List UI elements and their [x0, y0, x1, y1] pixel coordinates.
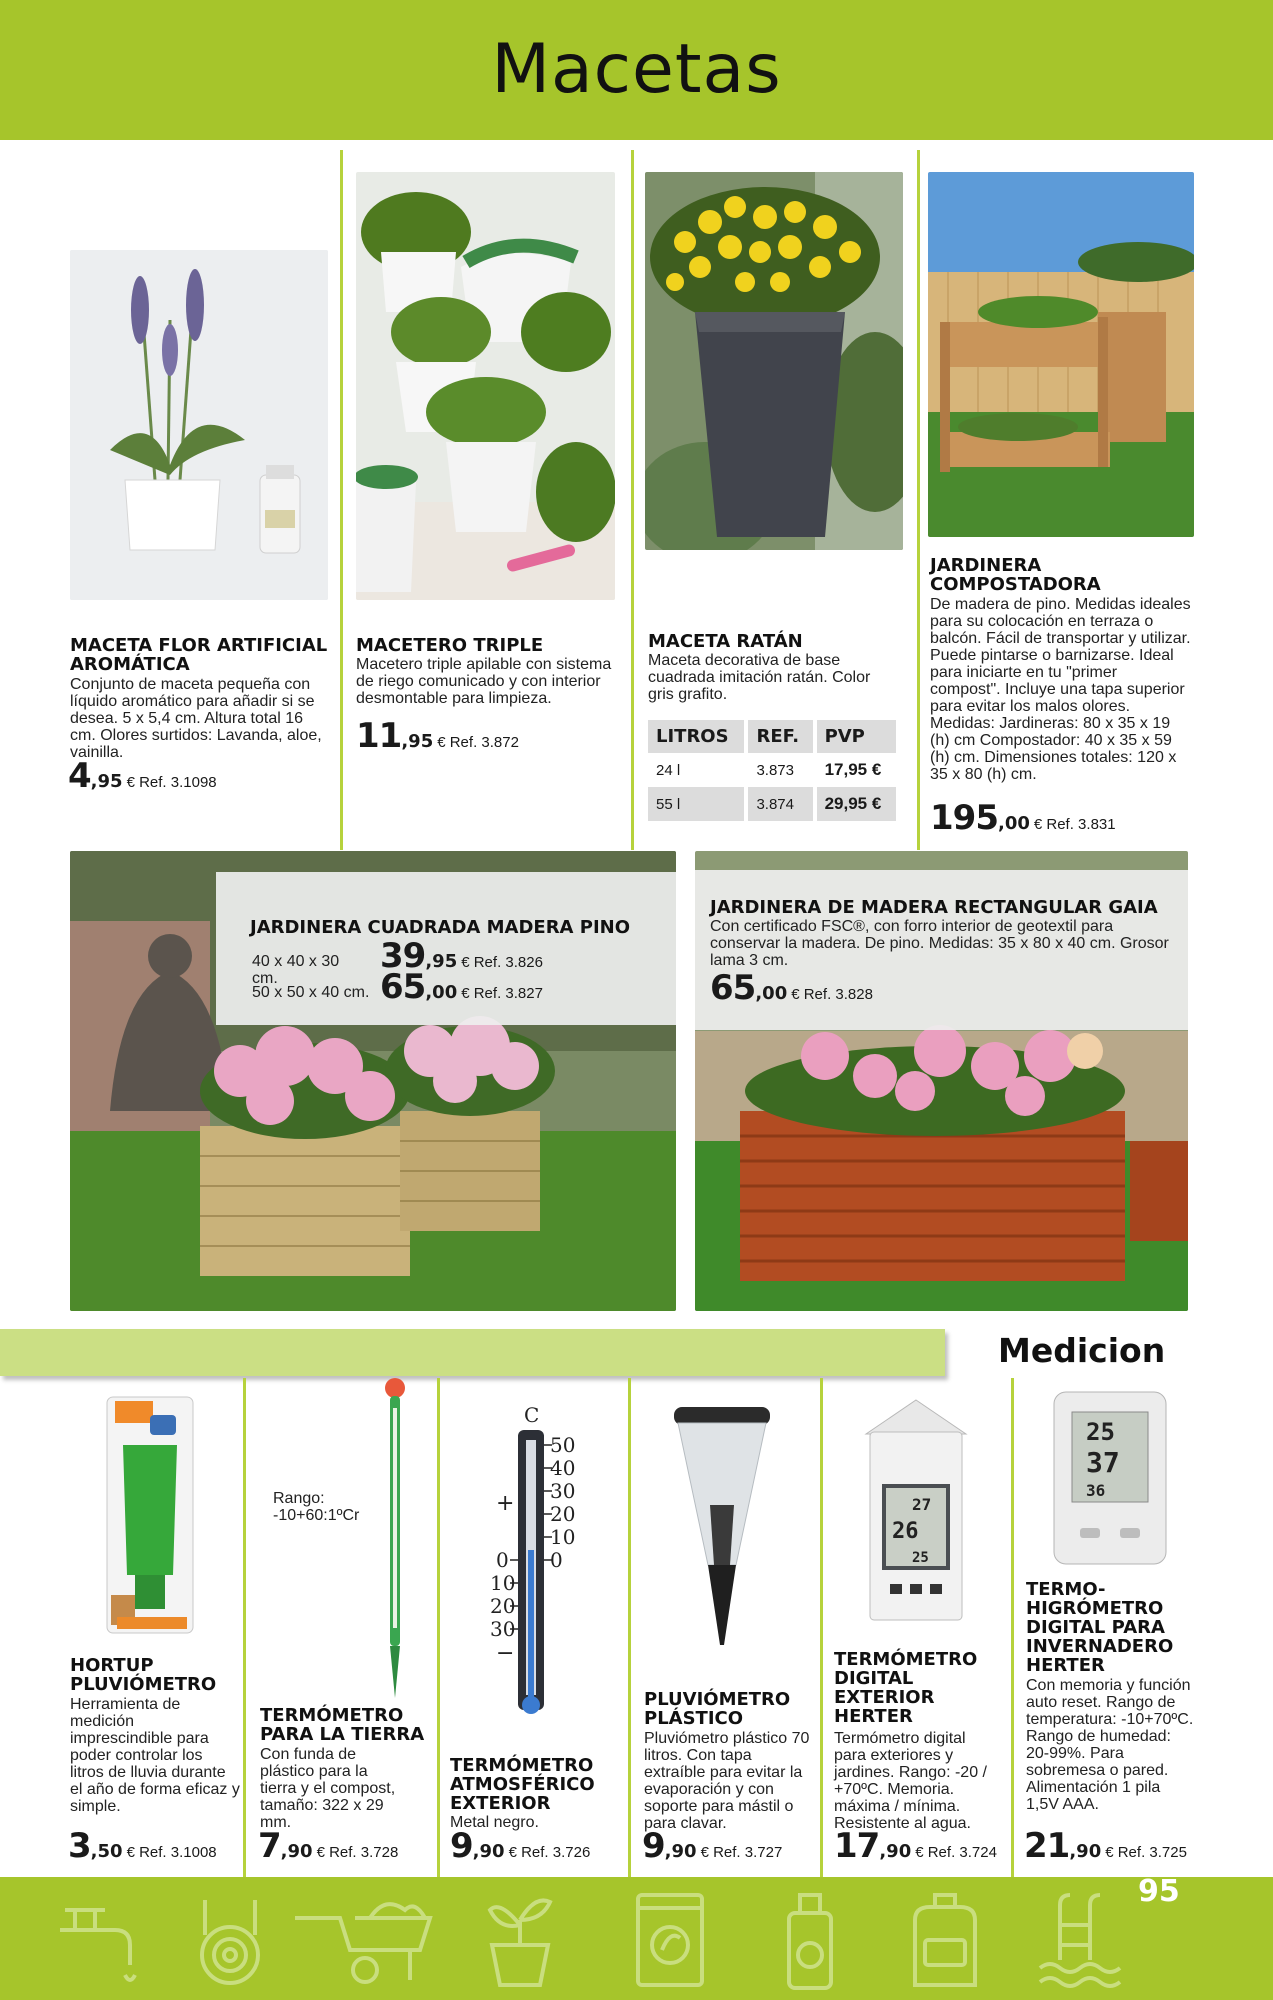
price-integer: 3 — [68, 1826, 91, 1866]
product-price — [450, 1826, 590, 1866]
divider — [1011, 1378, 1014, 1878]
svg-text:40: 40 — [550, 1456, 576, 1480]
divider — [437, 1378, 440, 1878]
svg-text:30: 30 — [490, 1617, 516, 1641]
product-ref: € Ref. 3.727 — [700, 1844, 783, 1861]
product-price — [710, 968, 873, 1008]
product-ref: € Ref. 3.726 — [508, 1844, 591, 1861]
page-header — [0, 0, 1273, 140]
product-size: 50 x 50 x 40 cm. — [252, 984, 370, 1001]
table-cell: 29,95 € — [815, 787, 898, 821]
product-price — [930, 798, 1116, 838]
product-image-maceta-flor — [70, 250, 328, 600]
price-decimal: ,90 — [664, 1841, 697, 1862]
svg-text:0: 0 — [550, 1548, 563, 1572]
product-size: 40 x 40 x 30 cm. — [252, 953, 340, 987]
product-image-maceta-ratan — [645, 172, 903, 550]
svg-text:10: 10 — [550, 1525, 576, 1549]
table-cell: 17,95 € — [815, 753, 898, 787]
svg-text:10: 10 — [490, 1571, 516, 1595]
section-banner — [0, 1329, 945, 1376]
product-image-termometro-atmosferico — [488, 1400, 578, 1735]
product-price — [642, 1826, 782, 1866]
product-ref: € Ref. 3.872 — [437, 734, 519, 751]
table-cell: 24 l — [648, 753, 746, 787]
product-description: Macetero triple apilable con sistema de riego comunicado y con interior desmontable para limpieza. — [356, 656, 612, 707]
product-price — [1024, 1826, 1187, 1866]
price-decimal: ,00 — [755, 983, 788, 1004]
table-header: PVP — [815, 720, 898, 753]
product-image-jardinera-compostadora — [928, 172, 1194, 537]
plant-pot-icon — [480, 1890, 560, 1995]
price-decimal: ,90 — [1069, 1841, 1102, 1862]
product-image-macetero-triple — [356, 172, 615, 600]
product-price — [834, 1826, 997, 1866]
product-ref: € Ref. 3.724 — [915, 1844, 997, 1861]
table-header: REF. — [746, 720, 814, 753]
product-image-pluviometro-plastico — [672, 1405, 772, 1645]
product-description: Herramienta de medición imprescindible para poder controlar los litros de lluvia durante el año de forma eficaz y simple. — [70, 1696, 240, 1815]
svg-text:36: 36 — [1086, 1481, 1106, 1500]
price-table — [648, 720, 900, 821]
product-description: De madera de pino. Medidas ideales para su colocación en terraza o balcón. Fácil de transportar y utilizar. Puede pintarse o barnizarse. Ideal para iniciarte en tu "primer compost". Incluye una tapa superior para evitar los malos olores. Medidas: Jardineras: 80 x 35 x 19 (h) cm Compostador: 40 x 35 x 59 (h) cm. Dimensiones totales: 120 x 35 x 80 (h) cm. — [930, 596, 1191, 783]
product-title: PLUVIÓMETRO PLÁSTICO — [644, 1689, 791, 1729]
product-title: MACETA RATÁN — [648, 631, 803, 652]
svg-text:+: + — [496, 1491, 515, 1516]
thermometer-range: Rango: -10+60:1ºCr — [273, 1490, 360, 1524]
product-image-termometro-digital — [862, 1398, 970, 1623]
price-integer: 39 — [380, 936, 426, 976]
price-decimal: ,90 — [472, 1841, 505, 1862]
container-icon — [905, 1890, 985, 1995]
seed-bag-icon — [630, 1890, 710, 1995]
divider — [917, 150, 920, 850]
product-price — [258, 1826, 398, 1866]
svg-text:27: 27 — [912, 1495, 932, 1514]
product-description: Con funda de plástico para la tierra y el compost, tamaño: 322 x 29 mm. — [260, 1746, 396, 1831]
table-cell: 55 l — [648, 787, 746, 821]
product-title: JARDINERA COMPOSTADORA — [930, 555, 1101, 595]
price-decimal: ,95 — [401, 731, 434, 752]
price-decimal: ,90 — [280, 1841, 313, 1862]
price-decimal: ,95 — [90, 771, 123, 792]
product-description: Maceta decorativa de base cuadrada imitación ratán. Color gris grafito. — [648, 652, 871, 703]
product-ref: € Ref. 3.827 — [461, 985, 543, 1002]
page-title: Macetas — [491, 30, 782, 109]
svg-text:25: 25 — [1086, 1418, 1115, 1446]
page-number: 95 — [1138, 1874, 1180, 1909]
divider — [340, 150, 343, 850]
price-integer: 9 — [450, 1826, 473, 1866]
product-description: Termómetro digital para exteriores y jardines. Rango: -20 / +70ºC. Memoria. máxima / mínima. Resistente al agua. — [834, 1730, 987, 1832]
product-description: Conjunto de maceta pequeña con líquido aromático para añadir si se desea. 5 x 5,4 cm. Altura total 16 cm. Olores surtidos: Lavanda, aloe, vainilla. — [70, 676, 322, 761]
svg-text:C: C — [524, 1403, 540, 1427]
wheelbarrow-icon — [290, 1890, 440, 1995]
price-decimal: ,50 — [90, 1841, 123, 1862]
price-decimal: ,00 — [425, 982, 458, 1003]
price-integer: 21 — [1024, 1826, 1070, 1866]
divider — [628, 1378, 631, 1878]
price-decimal: ,95 — [425, 951, 458, 972]
product-ref: € Ref. 3.826 — [461, 954, 543, 971]
product-ref: € Ref. 3.1008 — [126, 1844, 217, 1861]
price-integer: 65 — [710, 968, 756, 1008]
divider — [631, 150, 634, 850]
price-integer: 7 — [258, 1826, 281, 1866]
pool-icon — [1035, 1890, 1125, 1995]
product-image-termometro-tierra — [380, 1378, 410, 1698]
price-decimal: ,90 — [879, 1841, 912, 1862]
product-price — [68, 756, 217, 796]
product-title: TERMÓMETRO DIGITAL EXTERIOR HERTER — [834, 1649, 978, 1727]
table-cell: 3.874 — [746, 787, 814, 821]
faucet-icon — [55, 1890, 145, 1995]
table-cell: 3.873 — [746, 753, 814, 787]
svg-text:25: 25 — [912, 1550, 929, 1566]
section-title: Medicion — [998, 1331, 1166, 1370]
table-row — [648, 787, 898, 821]
price-integer: 9 — [642, 1826, 665, 1866]
price-decimal: ,00 — [997, 813, 1030, 834]
svg-text:26: 26 — [892, 1519, 919, 1544]
table-row — [648, 753, 898, 787]
divider — [243, 1378, 246, 1878]
product-title: TERMÓMETRO PARA LA TIERRA — [260, 1705, 425, 1745]
product-price — [68, 1826, 217, 1866]
svg-text:20: 20 — [550, 1502, 576, 1526]
price-integer: 195 — [930, 798, 998, 838]
product-ref: € Ref. 3.828 — [791, 986, 873, 1003]
product-ref: € Ref. 3.1098 — [126, 774, 217, 791]
product-description: Con memoria y función auto reset. Rango de temperatura: -10+70ºC. Rango de humedad: 20-99%. Para sobremesa o pared. Alimentación 1 pila 1,5V AAA. — [1026, 1677, 1194, 1813]
product-title: JARDINERA CUADRADA MADERA PINO — [250, 917, 631, 938]
product-description: Con certificado FSC®, con forro interior de geotextil para conservar la madera. De pino. Medidas: 35 x 80 x 40 cm. Grosor lama 3 cm. — [710, 918, 1169, 969]
svg-text:−: − — [496, 1641, 515, 1666]
price-integer: 4 — [68, 756, 91, 796]
product-image-hortup — [105, 1395, 195, 1635]
product-price — [380, 967, 543, 1007]
product-ref: € Ref. 3.831 — [1033, 816, 1116, 833]
product-title: JARDINERA DE MADERA RECTANGULAR GAIA — [710, 897, 1158, 918]
product-title: MACETERO TRIPLE — [356, 635, 544, 656]
svg-text:37: 37 — [1086, 1446, 1120, 1479]
hose-icon — [195, 1890, 265, 1995]
product-ref: € Ref. 3.725 — [1105, 1844, 1187, 1861]
product-title: HORTUP PLUVIÓMETRO — [70, 1655, 217, 1695]
product-price — [356, 716, 519, 756]
svg-text:0: 0 — [496, 1548, 509, 1572]
svg-text:50: 50 — [550, 1433, 576, 1457]
price-integer: 17 — [834, 1826, 880, 1866]
divider — [820, 1378, 823, 1878]
svg-text:30: 30 — [550, 1479, 576, 1503]
product-ref: € Ref. 3.728 — [316, 1844, 399, 1861]
product-description: Pluviómetro plástico 70 litros. Con tapa extraíble para evitar la evaporación y con soporte para mástil o para clavar. — [644, 1730, 810, 1832]
product-title: TERMO-HIGRÓMETRO DIGITAL PARA INVERNADERO HERTER — [1026, 1579, 1174, 1676]
spray-bottle-icon — [775, 1890, 845, 1995]
product-description: Metal negro. — [450, 1814, 539, 1831]
price-integer: 11 — [356, 716, 402, 756]
price-integer: 65 — [380, 967, 426, 1007]
table-header: LITROS — [648, 720, 746, 753]
product-image-termo-higrometro — [1050, 1388, 1170, 1568]
product-title: TERMÓMETRO ATMOSFÉRICO EXTERIOR — [450, 1755, 595, 1814]
product-title: MACETA FLOR ARTIFICIAL AROMÁTICA — [70, 635, 328, 675]
svg-text:20: 20 — [490, 1594, 516, 1618]
